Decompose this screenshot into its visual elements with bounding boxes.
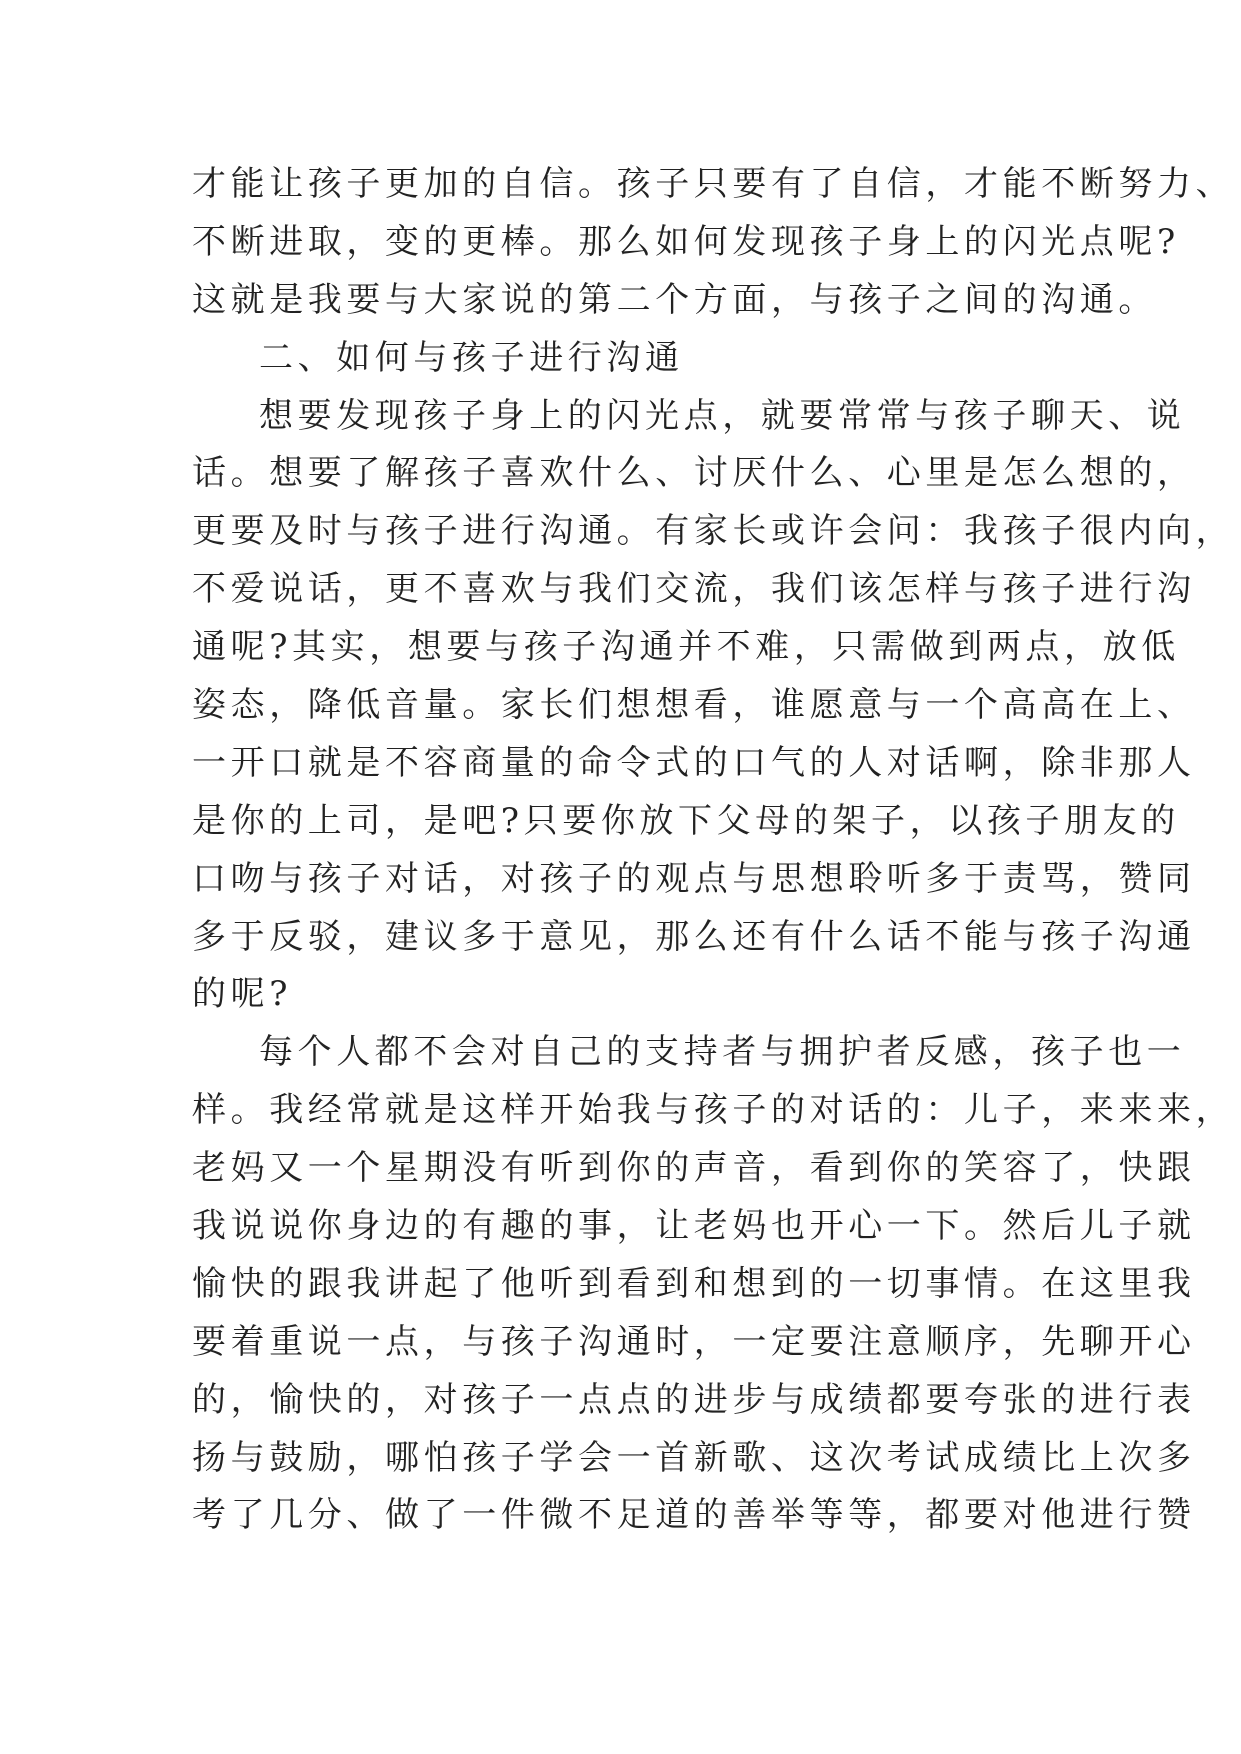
text-line: 不断进取，变的更棒。那么如何发现孩子身上的闪光点呢? xyxy=(192,221,1180,262)
text-line: 老妈又一个星期没有听到你的声音，看到你的笑容了，快跟 xyxy=(192,1148,1196,1189)
text-line: 才能让孩子更加的自信。孩子只要有了自信，才能不断努力、 xyxy=(192,164,1235,204)
text-line: 通呢?其实，想要与孩子沟通并不难，只需做到两点，放低 xyxy=(192,627,1180,668)
text-line: 愉快的跟我讲起了他听到看到和想到的一切事情。在这里我 xyxy=(192,1263,1196,1304)
text-line: 姿态，降低音量。家长们想想看，谁愿意与一个高高在上、 xyxy=(192,685,1196,726)
paragraph-first-line: 每个人都不会对自己的支持者与拥护者反感，孩子也一 xyxy=(259,1032,1186,1073)
section-heading: 二、如何与孩子进行沟通 xyxy=(259,337,684,378)
text-line: 是你的上司，是吧?只要你放下父母的架子，以孩子朋友的 xyxy=(192,800,1180,841)
text-line: 扬与鼓励，哪怕孩子学会一首新歌、这次考试成绩比上次多 xyxy=(192,1437,1196,1478)
text-line: 多于反驳，建议多于意见，那么还有什么话不能与孩子沟通 xyxy=(192,916,1196,957)
paragraph-first-line: 想要发现孩子身上的闪光点，就要常常与孩子聊天、说 xyxy=(259,395,1186,436)
text-line: 一开口就是不容商量的命令式的口气的人对话啊，除非那人 xyxy=(192,742,1196,783)
text-line: 这就是我要与大家说的第二个方面，与孩子之间的沟通。 xyxy=(192,279,1157,320)
document-body xyxy=(192,156,1235,1545)
text-line: 样。我经常就是这样开始我与孩子的对话的：儿子，来来来， xyxy=(192,1090,1235,1131)
text-line: 口吻与孩子对话，对孩子的观点与思想聆听多于责骂，赞同 xyxy=(192,858,1196,899)
text-line: 我说说你身边的有趣的事，让老妈也开心一下。然后儿子就 xyxy=(192,1206,1196,1247)
text-line: 不爱说话，更不喜欢与我们交流，我们该怎样与孩子进行沟 xyxy=(192,569,1196,610)
text-line: 要着重说一点，与孩子沟通时，一定要注意顺序，先聊开心 xyxy=(192,1321,1196,1362)
text-line: 话。想要了解孩子喜欢什么、讨厌什么、心里是怎么想的， xyxy=(192,453,1196,494)
text-line: 的呢? xyxy=(192,974,293,1015)
text-line: 考了几分、做了一件微不足道的善举等等，都要对他进行赞 xyxy=(192,1495,1196,1536)
text-line: 更要及时与孩子进行沟通。有家长或许会问：我孩子很内向， xyxy=(192,511,1235,552)
text-line: 的，愉快的，对孩子一点点的进步与成绩都要夸张的进行表 xyxy=(192,1379,1196,1420)
